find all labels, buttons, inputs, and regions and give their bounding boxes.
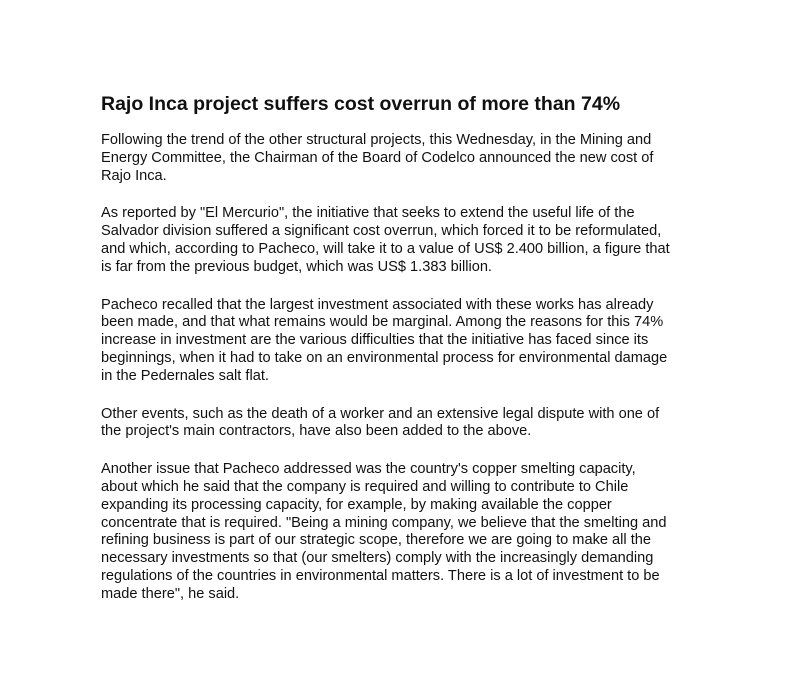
paragraph-line: expanding its processing capacity, for example, by making available the copper <box>101 496 612 513</box>
paragraph-line: beginnings, when it had to take on an environmental process for environmental damage <box>101 349 668 366</box>
paragraph-line: made there", he said. <box>101 585 240 602</box>
paragraph-line: and which, according to Pacheco, will take it to a value of US$ 2.400 billion, a figure that <box>101 240 670 257</box>
paragraph-line: Another issue that Pacheco addressed was the country's copper smelting capacity, <box>101 461 636 478</box>
paragraph-line: concentrate that is required. "Being a mining company, we believe that the smelting and <box>101 514 667 531</box>
document-page <box>101 90 741 624</box>
paragraph-line: Other events, such as the death of a worker and an extensive legal dispute with one of <box>101 405 660 422</box>
paragraph <box>101 297 741 386</box>
paragraph <box>101 406 741 442</box>
paragraph <box>101 205 741 276</box>
paragraph-line: Salvador division suffered a significant cost overrun, which forced it to be reformulated, <box>101 223 662 240</box>
paragraph-line: the project's main contractors, have also been added to the above. <box>101 423 532 440</box>
paragraph-line: Rajo Inca. <box>101 167 167 184</box>
paragraph-line: been made, and that what remains would be marginal. Among the reasons for this 74% <box>101 314 664 331</box>
paragraph-line: As reported by "El Mercurio", the initiative that seeks to extend the useful life of the <box>101 205 635 222</box>
paragraph-line: increase in investment are the various difficulties that the initiative has faced since its <box>101 332 649 349</box>
paragraph-line: is far from the previous budget, which was US$ 1.383 billion. <box>101 258 492 275</box>
paragraph <box>101 132 741 185</box>
article-body <box>101 132 741 604</box>
paragraph <box>101 461 741 603</box>
paragraph-line: regulations of the countries in environmental matters. There is a lot of investment to be <box>101 567 660 584</box>
paragraph-line: in the Pedernales salt flat. <box>101 367 269 384</box>
paragraph-line: refining business is part of our strategic scope, therefore we are going to make all the <box>101 532 651 549</box>
paragraph-line: about which he said that the company is required and willing to contribute to Chile <box>101 478 629 495</box>
paragraph-line: necessary investments so that (our smelters) comply with the increasingly demanding <box>101 550 654 567</box>
article-title: Rajo Inca project suffers cost overrun of more than 74% <box>101 93 621 115</box>
paragraph-line: Energy Committee, the Chairman of the Board of Codelco announced the new cost of <box>101 149 654 166</box>
paragraph-line: Following the trend of the other structural projects, this Wednesday, in the Mining and <box>101 132 652 148</box>
paragraph-line: Pacheco recalled that the largest investment associated with these works has already <box>101 296 654 313</box>
